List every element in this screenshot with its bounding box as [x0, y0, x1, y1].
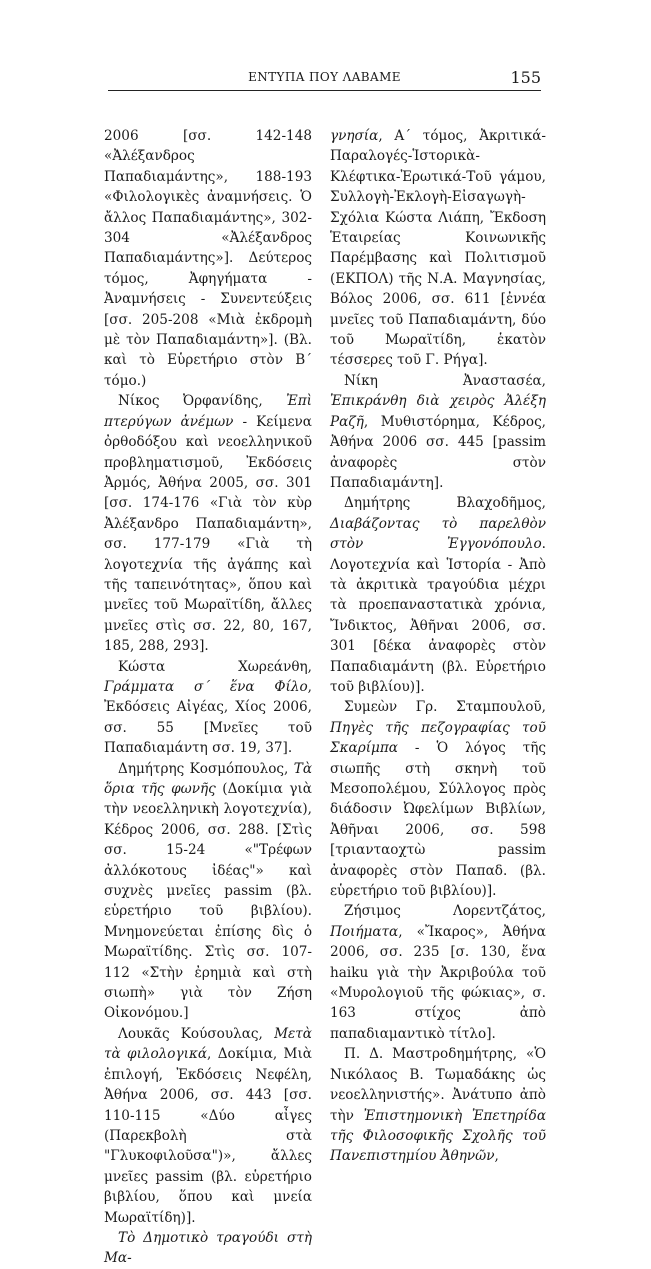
entry-text: , Ἐκδόσεις Αἰγέας, Χίος 2006, σσ. 55 [Μνεῖες τοῦ Παπαδιαμάντη σσ. 19, 37].	[104, 678, 312, 757]
entry-text: - Ὁ λόγος τῆς σιωπῆς στὴ σκηνὴ τοῦ Μεσοπολέμου, Σύλλογος πρὸς διάδοσιν Ὠφελίμων Βιβλίων, Ἀθῆναι 2006, σσ. 598 [τριανταοχτὼ passim ἀναφορὲς στὸν Παπαδ. (βλ. εὑρετήριο τοῦ βιβλίου)].	[330, 740, 546, 900]
entry-title-italic: γνησία	[330, 128, 379, 144]
entry-text: - Κείμενα ὀρθοδόξου καὶ νεοελληνικοῦ προβληματισμοῦ, Ἐκδόσεις Ἀρμός, Ἀθήνα 2005, σσ. 301 [σσ. 174-176 «Γιὰ τὸν κὺρ Ἀλέξανδρο Παπαδιαμάντη», σσ. 177-179 «Γιὰ τὴ λογοτεχνία τῆς ἀγάπης καὶ τῆς ταπεινότητας», ὅπου καὶ μνεῖες τοῦ Μωραϊτίδη, ἄλλες μνεῖες στὶς σσ. 22, 80, 167, 185, 288, 293].	[104, 413, 312, 655]
bibliography-entry	[104, 759, 312, 1024]
entry-text: ,	[494, 1148, 499, 1165]
entry-text: Νίκη Ἀναστασέα,	[344, 372, 546, 389]
entry-text: Δημήτρης Βλαχοδῆμος,	[344, 495, 546, 512]
bibliography-entry	[330, 493, 546, 697]
entry-text: Νίκος Ὀρφανίδης,	[118, 393, 287, 410]
entry-title-italic: Πηγὲς τῆς πεζογραφίας τοῦ Σκαρίμπα	[330, 719, 546, 757]
running-title: ΕΝΤΥΠΑ ΠΟΥ ΛΑΒΑΜΕ	[248, 70, 401, 84]
right-column	[330, 126, 546, 1167]
bibliography-entry	[330, 697, 546, 901]
entry-text: Συμεὼν Γρ. Σταμπουλοῦ,	[344, 699, 546, 716]
entry-title-italic: Τὰ ὅρια τῆς φωνῆς	[104, 760, 312, 797]
entry-title-italic: Διαβάζοντας τὸ παρελθὸν στὸν Ἐγγονόπουλο	[330, 515, 546, 553]
entry-title-italic: Μετὰ τὰ φιλολογικά	[104, 1025, 312, 1063]
bibliography-entry	[104, 1024, 312, 1228]
entry-text: Κώστα Χωρεάνθη,	[118, 658, 312, 675]
entry-text: Λουκᾶς Κούσουλας,	[118, 1025, 275, 1042]
entry-title-italic: Ἐπὶ πτερύγων ἀνέμων	[104, 393, 312, 430]
entry-text: , Δοκίμια, Μιὰ ἐπιλογή, Ἐκδόσεις Νεφέλη, Ἀθήνα 2006, σσ. 443 [σσ. 110-115 «Δύο αἶγες (Παρεκβολὴ στὰ "Γλυκοφιλοῦσα")», ἄλλες μνεῖες passim (βλ. εὑρετήριο βιβλίου, ὅπου καὶ μνεία Μωραϊτίδη)].	[104, 1046, 312, 1226]
entry-title-italic: Ποιήματα	[330, 923, 399, 940]
entry-text: Δημήτρης Κοσμόπουλος,	[118, 760, 294, 777]
entry-text: , Α΄ τόμος, Ἀκριτικά-Παραλογές-Ἱστορικὰ-Κλέφτικα-Ἐρωτικά-Τοῦ γάμου, Συλλογὴ-Ἐκλογὴ-Εἰσαγωγὴ-Σχόλια Κώστα Λιάπη, Ἔκδοση Ἑταιρείας Κοινωνικῆς Παρέμβασης καὶ Πολιτισμοῦ (ΕΚΠΟΛ) τῆς Ν.Α. Μαγνησίας, Βόλος 2006, σσ. 611 [ἐννέα μνεῖες τοῦ Παπαδιαμάντη, δύο τοῦ Μωραϊτίδη, ἑκατὸν τέσσερες τοῦ Γ. Ρήγα].	[330, 128, 546, 369]
entry-title-italic: Ἐπιστημονικὴ Ἐπετηρίδα τῆς Φιλοσοφικῆς Σχολῆς τοῦ Πανεπιστημίου Ἀθηνῶν	[330, 1107, 546, 1165]
page-number: 155	[510, 68, 541, 87]
bibliography-entry	[330, 371, 546, 493]
entry-text: . Λογοτεχνία καὶ Ἱστορία - Ἀπὸ τὰ ἀκριτικὰ τραγούδια μέχρι τὰ προεπαναστατικὰ χρόνια, Ἴνδικτος, Ἀθῆναι 2006, σσ. 301 [δέκα ἀναφορὲς στὸν Παπαδιαμάντη (βλ. Εὑρετήριο τοῦ βιβλίου)].	[330, 536, 546, 695]
entry-text: , «Ἴκαρος», Ἀθήνα 2006, σσ. 235 [σ. 130, ἕνα haiku γιὰ τὴν Ἀκριβούλα τοῦ «Μυρολογιοῦ τῆς φώκιας», σ. 163 στίχος ἀπὸ παπαδιαμαντικὸ τίτλο].	[330, 923, 546, 1042]
entry-title-italic: Τὸ Δημοτικὸ τραγούδι στὴ Μα-	[104, 1229, 312, 1267]
running-header	[108, 68, 541, 91]
bibliography-entry	[104, 1228, 312, 1269]
entry-title-italic: Ἐπικράνθη διὰ χειρὸς Ἀλέξη Ραζῆ	[330, 393, 546, 430]
continued-entry	[330, 126, 546, 371]
bibliography-entry	[104, 657, 312, 759]
entry-text: Ζήσιμος Λορεντζάτος,	[344, 903, 546, 920]
bibliography-entry	[104, 391, 312, 656]
entry-text: , Μυθιστόρημα, Κέδρος, Ἀθήνα 2006 σσ. 445 [passim ἀναφορὲς στὸν Παπαδιαμάντη].	[330, 413, 546, 491]
entry-text: Π. Δ. Μαστροδημήτρης, «Ὁ Νικόλαος Β. Τωμαδάκης ὡς νεοελληνιστής». Ἀνάτυπο ἀπὸ τὴν	[330, 1046, 546, 1124]
entry-text: (Δοκίμια γιὰ τὴν νεοελληνικὴ λογοτεχνία), Κέδρος 2006, σσ. 288. [Στὶς σσ. 15-24 «"Τρέφων ἀλλόκοτους ἰδέας"» καὶ συχνὲς μνεῖες passim (βλ. εὑρετήριο τοῦ βιβλίου). Μνημονεύεται ἐπίσης δὶς ὁ Μωραϊτίδης. Στὶς σσ. 107-112 «Στὴν ἐρημιὰ καὶ στὴ σιωπὴ» γιὰ τὸν Ζήση Οἰκονόμου.]	[104, 781, 312, 1022]
entry-text: 2006 [σσ. 142-148 «Ἀλέξανδρος Παπαδιαμάντης», 188-193 «Φιλολογικὲς ἀναμνήσεις. Ὁ ἄλλος Παπαδιαμάντης», 302-304 «Ἀλέξανδρος Παπαδιαμάντης»]. Δεύτερος τόμος, Ἀφηγήματα - Ἀναμνήσεις - Συνεντεύξεις [σσ. 205-208 «Μιὰ ἐκδρομὴ μὲ τὸν Παπαδιαμάντη»]. (Βλ. καὶ τὸ Εὑρετήριο στὸν Β΄ τόμο.)	[104, 128, 312, 389]
bibliography-entry	[330, 1044, 546, 1166]
continued-entry	[104, 126, 312, 391]
entry-title-italic: Γράμματα σ΄ ἕνα Φίλο	[104, 678, 308, 695]
bibliography-entry	[330, 901, 546, 1044]
left-column	[104, 126, 312, 1269]
